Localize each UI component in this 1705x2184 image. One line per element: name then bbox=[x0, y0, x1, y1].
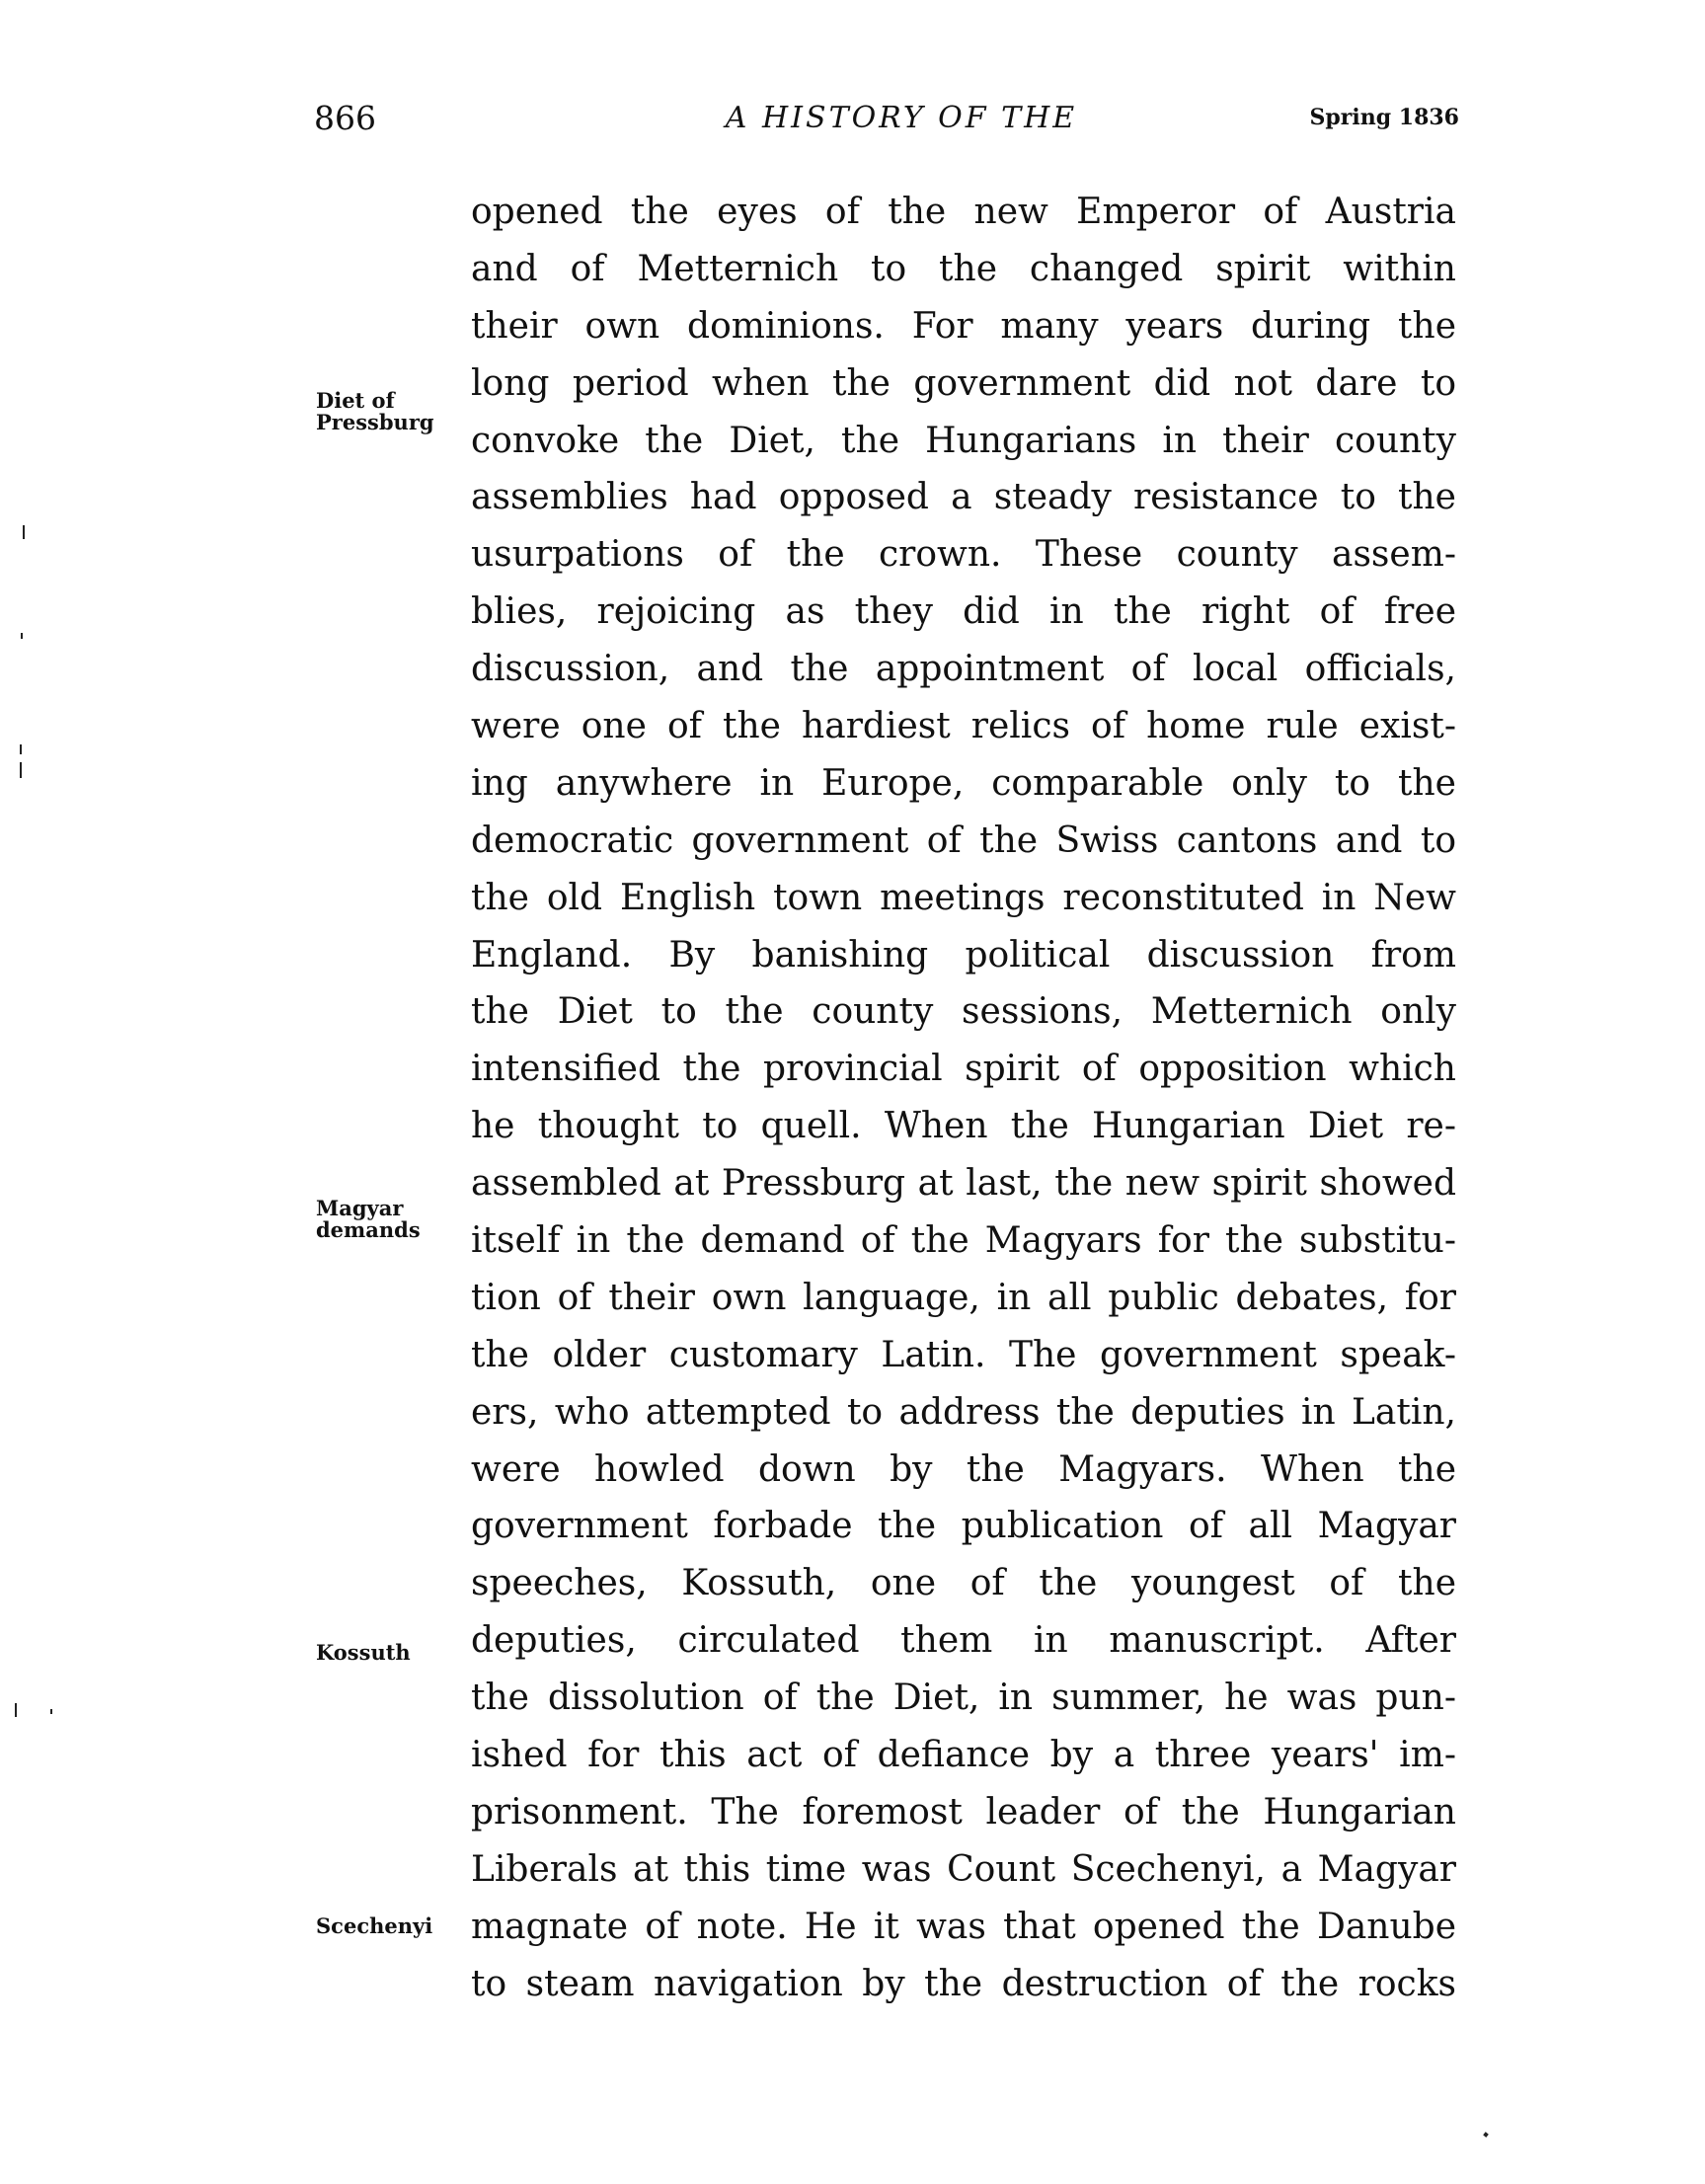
text-line-content: convoke the Diet, the Hungarians in their county bbox=[471, 420, 1456, 461]
text-line bbox=[471, 1098, 1456, 1155]
margin-note-kossuth bbox=[316, 1642, 411, 1664]
text-line bbox=[471, 1155, 1456, 1212]
text-line bbox=[471, 1841, 1456, 1899]
text-line-content: deputies, circulated them in manuscript. After bbox=[471, 1620, 1456, 1662]
text-line-content: government forbade the publication of all Magyar bbox=[471, 1506, 1456, 1547]
scan-mark bbox=[21, 633, 23, 639]
text-line-content: discussion, and the appointment of local officials, bbox=[471, 649, 1456, 690]
page-number: 866 bbox=[314, 99, 376, 137]
text-line-content: were one of the hardiest relics of home rule exist- bbox=[471, 706, 1456, 747]
text-line-content: ing anywhere in Europe, comparable only to the bbox=[471, 762, 1456, 804]
text-line bbox=[471, 927, 1456, 984]
text-line-content: ished for this act of defiance by a three years' im- bbox=[471, 1735, 1456, 1776]
text-line bbox=[471, 813, 1456, 870]
text-line bbox=[471, 1956, 1456, 2013]
text-line-content: prisonment. The foremost leader of the Hungarian bbox=[471, 1791, 1456, 1833]
text-line-content: blies, rejoicing as they did in the right of free bbox=[471, 591, 1456, 633]
margin-note-line: Pressburg bbox=[316, 410, 434, 434]
text-line bbox=[471, 983, 1456, 1041]
scan-mark bbox=[23, 525, 25, 539]
text-line-content: usurpations of the crown. These county assem- bbox=[471, 534, 1456, 576]
text-line bbox=[471, 355, 1456, 413]
text-line bbox=[471, 526, 1456, 584]
text-line-content: itself in the demand of the Magyars for the substitu- bbox=[471, 1220, 1456, 1262]
text-line bbox=[471, 1670, 1456, 1727]
text-line-content: he thought to quell. When the Hungarian Diet re- bbox=[471, 1106, 1456, 1147]
running-title: A HISTORY OF THE bbox=[725, 101, 1078, 135]
text-line bbox=[471, 698, 1456, 755]
text-line-content: tion of their own language, in all public debates, for bbox=[471, 1277, 1456, 1318]
text-line bbox=[471, 298, 1456, 355]
text-line-content: assemblies had opposed a steady resistance to the bbox=[471, 477, 1456, 518]
text-line bbox=[471, 584, 1456, 641]
text-line bbox=[471, 1498, 1456, 1555]
text-line bbox=[471, 1784, 1456, 1841]
text-line-content: democratic government of the Swiss cantons and to bbox=[471, 819, 1456, 861]
text-line bbox=[471, 1442, 1456, 1499]
text-line-content: ers, who attempted to address the deputies in Latin, bbox=[471, 1391, 1456, 1433]
text-line-content: magnate of note. He it was that opened the Danube bbox=[471, 1906, 1456, 1947]
text-line-content: the old English town meetings reconstituted in New bbox=[471, 877, 1456, 918]
text-line bbox=[471, 1212, 1456, 1270]
text-line bbox=[471, 1555, 1456, 1612]
running-date: Spring 1836 bbox=[1309, 105, 1459, 130]
scan-mark bbox=[20, 744, 22, 754]
running-head bbox=[314, 99, 1459, 148]
text-line-content: assembled at Pressburg at last, the new spirit showed bbox=[471, 1163, 1456, 1205]
margin-note-diet-of-pressburg bbox=[316, 390, 434, 433]
text-line-content: intensified the provincial spirit of opposition which bbox=[471, 1049, 1456, 1090]
margin-note-line: Diet of bbox=[316, 388, 395, 413]
scan-mark bbox=[20, 762, 22, 778]
text-line bbox=[471, 413, 1456, 470]
text-line-content: long period when the government did not dare to bbox=[471, 362, 1456, 404]
text-line bbox=[471, 870, 1456, 927]
text-line-content: speeches, Kossuth, one of the youngest of the bbox=[471, 1563, 1456, 1604]
text-line bbox=[471, 469, 1456, 526]
margin-note-line: Magyar bbox=[316, 1196, 404, 1220]
text-line bbox=[471, 641, 1456, 698]
text-line-content: the older customary Latin. The government speak- bbox=[471, 1334, 1456, 1375]
text-line bbox=[471, 1899, 1456, 1956]
margin-note-magyar-demands bbox=[316, 1198, 421, 1241]
text-line bbox=[471, 755, 1456, 813]
body-text bbox=[471, 184, 1456, 2013]
scan-mark bbox=[50, 1709, 52, 1714]
text-line bbox=[471, 1727, 1456, 1784]
text-line-content: the Diet to the county sessions, Metternich only bbox=[471, 991, 1456, 1033]
text-line bbox=[471, 241, 1456, 298]
text-line-content: Liberals at this time was Count Scechenyi, a Magyar bbox=[471, 1848, 1456, 1890]
margin-note-scechenyi bbox=[316, 1915, 432, 1937]
margin-note-line: Kossuth bbox=[316, 1640, 411, 1665]
text-line bbox=[471, 1327, 1456, 1384]
margin-note-line: demands bbox=[316, 1217, 421, 1242]
text-line-content: their own dominions. For many years during the bbox=[471, 305, 1456, 347]
text-line-content: and of Metternich to the changed spirit within bbox=[471, 248, 1456, 289]
text-line bbox=[471, 1270, 1456, 1327]
scan-speck bbox=[1483, 2132, 1489, 2138]
text-line-content: to steam navigation by the destruction of the rocks bbox=[471, 1963, 1456, 2004]
text-line bbox=[471, 184, 1456, 241]
scan-mark bbox=[15, 1703, 17, 1717]
text-line-content: were howled down by the Magyars. When the bbox=[471, 1448, 1456, 1490]
text-line bbox=[471, 1612, 1456, 1670]
text-line-content: the dissolution of the Diet, in summer, he was pun- bbox=[471, 1677, 1456, 1719]
text-line-content: opened the eyes of the new Emperor of Austria bbox=[471, 192, 1456, 232]
margin-note-line: Scechenyi bbox=[316, 1913, 433, 1938]
text-line bbox=[471, 1041, 1456, 1098]
text-line bbox=[471, 1384, 1456, 1442]
text-line-content: England. By banishing political discussion from bbox=[471, 934, 1456, 975]
